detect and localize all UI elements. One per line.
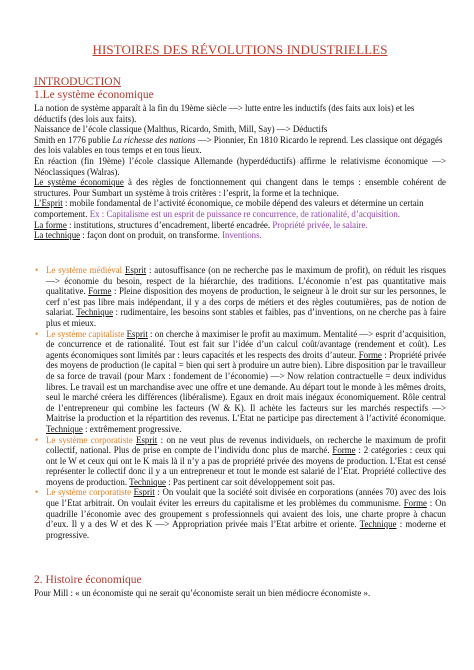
paragraph-forme: La forme : institutions, structures d’encadrement, liberté encadrée. Propriété privée, le salaire. — [34, 219, 368, 230]
closing-block — [34, 588, 446, 599]
bullet-icon: • — [35, 434, 39, 445]
systems-list — [34, 265, 446, 540]
intro-text-block — [34, 103, 446, 241]
list-item-corporatiste-2: • Le système corporatiste Esprit : On voulait que la société soit divisée en corporations (années 70) avec des lois que l’Etat arbitrait. On voulait éviter les erreurs du capitalisme et les problèmes du communisme. Forme : On quadrille l’économie avec des groupement s professionnels qui avaient des lois, une charte propre à chacun d’eux. Il y a des W et des K —> Appropriation privée mais l’Etat arbitre et oriente. Technique : moderne et progressive. — [35, 487, 447, 540]
document-page — [34, 0, 446, 670]
section-2-heading: 2. Histoire économique — [34, 574, 142, 586]
paragraph-mill-quote: Pour Mill : « un économiste qui ne serait qu’économiste serait un bien médiocre économiste ». — [34, 588, 371, 598]
list-item-capitaliste: • Le système capitaliste Esprit : on cherche à maximiser le profit au maximum. Mentalité —> esprit d’acquisition, de concurrence et de rationalité. Tout est fait sur l’idée d’un calcul coût/avantage (rendement et coût). Les agents économiques sont limités par : leurs capacités et les respects des droits d’auteur. Forme : Propriété privée des moyens de production (le capital = bien qui sert à produire un autre bien). Libre disposition par le travailleur de sa force de travail (pour Marx : fondement de l’économie) —> Now relation contractuelle = deux individus libres. Le travail est un marchandise avec une offre et une demande. Au départ tout le monde à les mêmes droits, seul le marché créera les différences (libéralisme). Egaux en droit mais inégaux économiquement. Rôle central de l’entrepreneur qui combine les facteurs (W & K). Il achète les facteurs sur les marchés respectifs —> Maitrise la production et la répartition des revenus. L’Etat ne participe pas directement à l’activité économique. Technique : extrêmement progressive. — [35, 328, 447, 434]
paragraph-ecole-classique: Naissance de l’école classique (Malthus, Ricardo, Smith, Mill, Say) —> Déductifs — [34, 124, 328, 135]
paragraph-systeme-economique: Le système économique à des règles de fonctionnement qui changent dans le temps : ensemble cohérent de structures. Pour Sumbart un système à trois critères : l’esprit, la forme et la technique. — [34, 177, 446, 198]
section-1-heading: 1.Le système économique — [34, 89, 154, 101]
list-item-medieval: • Le système médiéval Esprit : autosuffisance (on ne recherche pas le maximum de profit), on réduit les risques —> économie du besoin, respect de la hiérarchie, des traditions. L’économie n’est pas quantitative mais qualitative. Forme : Pleine disposition des moyens de production, le seigneur à le droit sur sur les personnes, le cerf n’est pas libre mais indépendant, il y a des corps de métiers et des règles coutumières, pas de notion de salariat. Technique : rudimentaire, les besoins sont stables et faibles, pas d’inventions, on ne cherche pas à faire plus et mieux. — [35, 265, 447, 328]
paragraph-notion-systeme: La notion de système apparaît à la fin du 19ème siècle —> lutte entre les inductifs (des faits aux lois) et les déductifs (des lois aux faits). — [34, 103, 415, 124]
bullet-icon: • — [35, 328, 39, 339]
paragraph-smith: Smith en 1776 publie La richesse des nations —> Pionnier, En 1810 Ricardo le reprend. Les classique ont dégagés des lois valables en tous temps et en tous lieux. — [34, 134, 443, 156]
document-title: HISTOIRES DES RÉVOLUTIONS INDUSTRIELLES — [92, 42, 388, 57]
paragraph-technique: La technique : façon dont on produit, on transforme. Inventions. — [34, 230, 262, 241]
list-item-corporatiste-1: • Le système corporatiste Esprit : on ne veut plus de revenus individuels, on recherche le maximum de profit collectif, national. Plus de prise en compte de l’individu donc plus de marché. Forme : 2 catégories : ceux qui ont le W et ceux qui ont le K mais là il n’y a pas de propriété privée des moyens de production. L’Etat est censé représenter le collectif donc il y a un entrepreneur et tout le monde est salarié de l’Etat. Propriété collective des moyens de production. Technique : Pas pertinent car soit développement soit pas. — [35, 434, 447, 487]
paragraph-esprit: L’Esprit : mobile fondamental de l’activité économique, ce mobile dépend des valeurs et détermine un certain comportement. Ex : Capitalisme est un esprit de puissance re concurrence, de rationalité, d’acquisition. — [34, 198, 424, 219]
introduction-heading: INTRODUCTION — [34, 76, 121, 88]
paragraph-ecole-allemande: En réaction (fin 19ème) l’école classique Allemande (hyperdéductifs) affirme le relativisme économique —> Néoclassiques (Walras). — [34, 155, 446, 177]
bullet-icon: • — [35, 487, 39, 498]
bullet-icon: • — [35, 265, 39, 275]
